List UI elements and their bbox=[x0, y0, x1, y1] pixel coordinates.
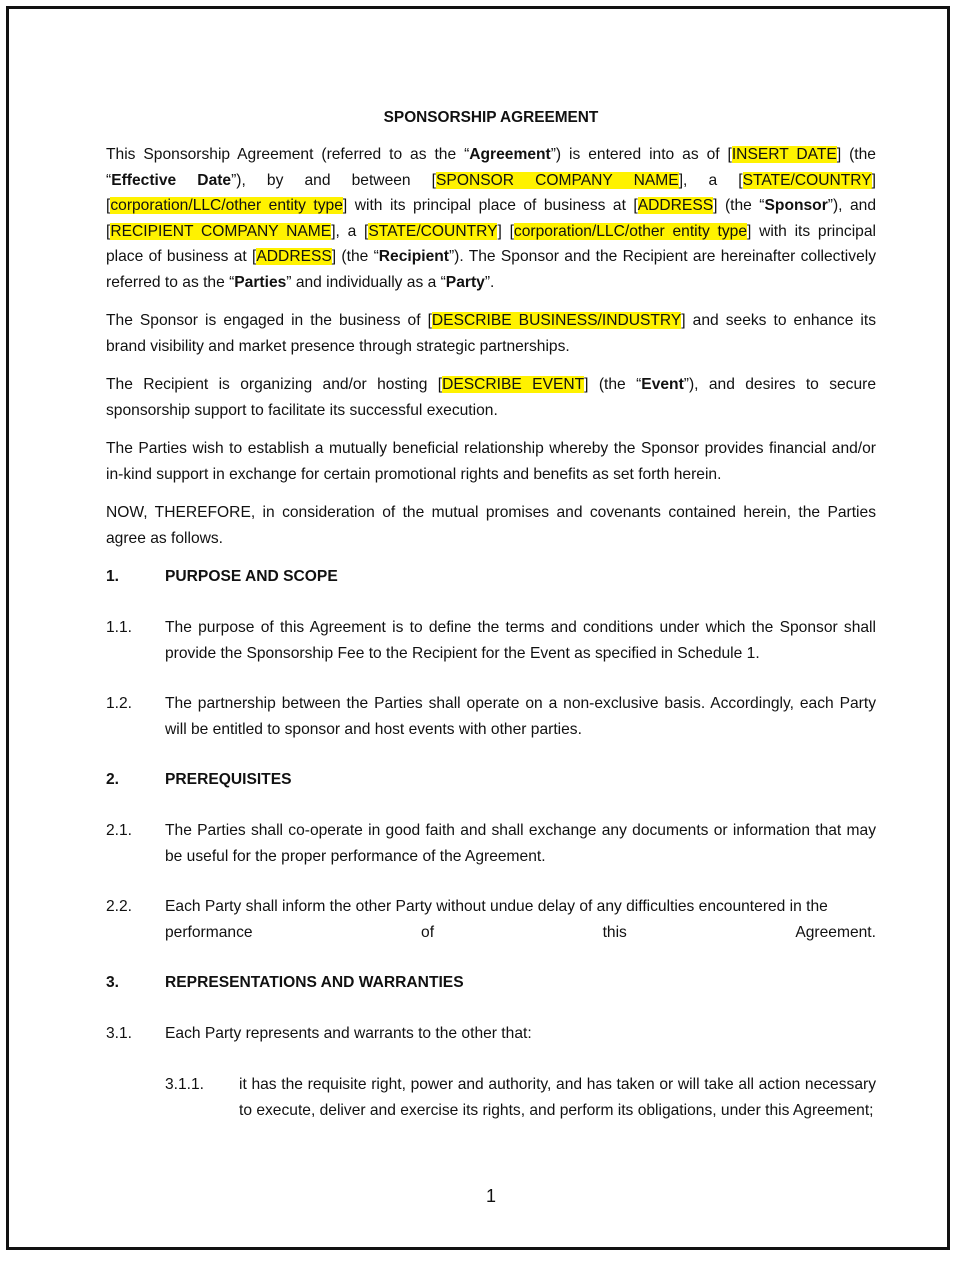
placeholder-highlight: SPONSOR COMPANY NAME bbox=[436, 171, 679, 189]
section-label: PREREQUISITES bbox=[165, 771, 292, 788]
clause-text: Each Party represents and warrants to the other that: bbox=[165, 1025, 532, 1042]
relationship-paragraph: The Parties wish to establish a mutually beneficial relationship whereby the Sponsor provides financial and/or in-kind support in exchange for certain promotional rights and benefits as set forth herein. bbox=[106, 440, 876, 483]
clause-number: 1.1. bbox=[106, 619, 133, 636]
word: Agreement. bbox=[795, 923, 876, 941]
document-title: SPONSORSHIP AGREEMENT bbox=[383, 109, 599, 126]
word: this bbox=[602, 923, 627, 941]
word: of bbox=[421, 923, 435, 941]
placeholder-highlight: ADDRESS bbox=[256, 248, 332, 265]
clause-text: The purpose of this Agreement is to define the terms and conditions under which the Sponsor shall provide the Sponsorship Fee to the Recipient for the Event as specified in Schedule 1. bbox=[165, 619, 876, 662]
section-heading-1 bbox=[106, 564, 876, 590]
clause-line-spread bbox=[165, 920, 876, 946]
clause-text bbox=[165, 894, 876, 945]
clause-text: it has the requisite right, power and authority, and has taken or will take all action necessary to execute, deliver and exercise its rights, and perform its obligations, under this Agreement; bbox=[239, 1076, 876, 1119]
page-frame bbox=[6, 6, 950, 1250]
clause-number: 3.1. bbox=[106, 1025, 133, 1042]
clause-text: The Parties shall co-operate in good faith and shall exchange any documents or information that may be useful for the proper performance of the Agreement. bbox=[165, 822, 876, 865]
word: performance bbox=[165, 923, 253, 941]
placeholder-highlight: STATE/COUNTRY bbox=[742, 171, 872, 189]
section-label: PURPOSE AND SCOPE bbox=[165, 568, 338, 585]
clause-line: Each Party shall inform the other Party without undue delay of any difficulties encountered in the bbox=[165, 898, 828, 915]
section-number: 1. bbox=[106, 568, 120, 585]
placeholder-highlight: corporation/LLC/other entity type bbox=[110, 197, 343, 214]
event-paragraph: The Recipient is organizing and/or hosting [DESCRIBE EVENT] (the “Event”), and desires to secure sponsorship support to facilitate its successful execution. bbox=[106, 376, 877, 419]
business-paragraph: The Sponsor is engaged in the business of [DESCRIBE BUSINESS/INDUSTRY] and seeks to enhance its brand visibility and market presence through strategic partnerships. bbox=[106, 312, 876, 355]
placeholder-highlight: RECIPIENT COMPANY NAME bbox=[110, 222, 332, 240]
placeholder-highlight: DESCRIBE BUSINESS/INDUSTRY bbox=[431, 312, 682, 329]
clause-text: The partnership between the Parties shall operate on a non-exclusive basis. Accordingly, each Party will be entitled to sponsor and host events with other parties. bbox=[165, 695, 876, 738]
clause-number: 3.1.1. bbox=[165, 1076, 205, 1093]
now-therefore-paragraph: NOW, THEREFORE, in consideration of the mutual promises and covenants contained herein, the Parties agree as follows. bbox=[106, 504, 876, 547]
intro-paragraph: This Sponsorship Agreement (referred to as the “Agreement”) is entered into as of [INSERT DATE] (the “Effective Date”), by and between [SPONSOR COMPANY NAME], a [STATE/COUNTRY] [corporation/LLC/other entity type] with its principal place of business at [ADDRESS] (the “Sponsor”), and [RECIPIENT COMPANY NAME], a [STATE/COUNTRY] [corporation/LLC/other entity type] with its principal place of business at [ADDRESS] (the “Recipient”). The Sponsor and the Recipient are hereinafter collectively referred to as the “Parties” and individually as a “Party”. bbox=[106, 146, 877, 291]
clause-number: 2.2. bbox=[106, 898, 133, 915]
placeholder-highlight: DESCRIBE EVENT bbox=[442, 376, 585, 393]
placeholder-highlight: ADDRESS bbox=[637, 197, 714, 214]
page-number: 1 bbox=[485, 1186, 496, 1206]
clause-number: 2.1. bbox=[106, 822, 133, 839]
section-number: 2. bbox=[106, 771, 120, 788]
placeholder-highlight: corporation/LLC/other entity type bbox=[513, 222, 747, 240]
clause-number: 1.2. bbox=[106, 695, 133, 712]
section-heading-3 bbox=[106, 970, 876, 996]
section-label: REPRESENTATIONS AND WARRANTIES bbox=[165, 974, 464, 991]
section-number: 3. bbox=[106, 974, 120, 991]
placeholder-highlight: STATE/COUNTRY bbox=[368, 222, 498, 240]
placeholder-highlight: INSERT DATE bbox=[731, 146, 837, 163]
section-heading-2 bbox=[106, 767, 876, 793]
